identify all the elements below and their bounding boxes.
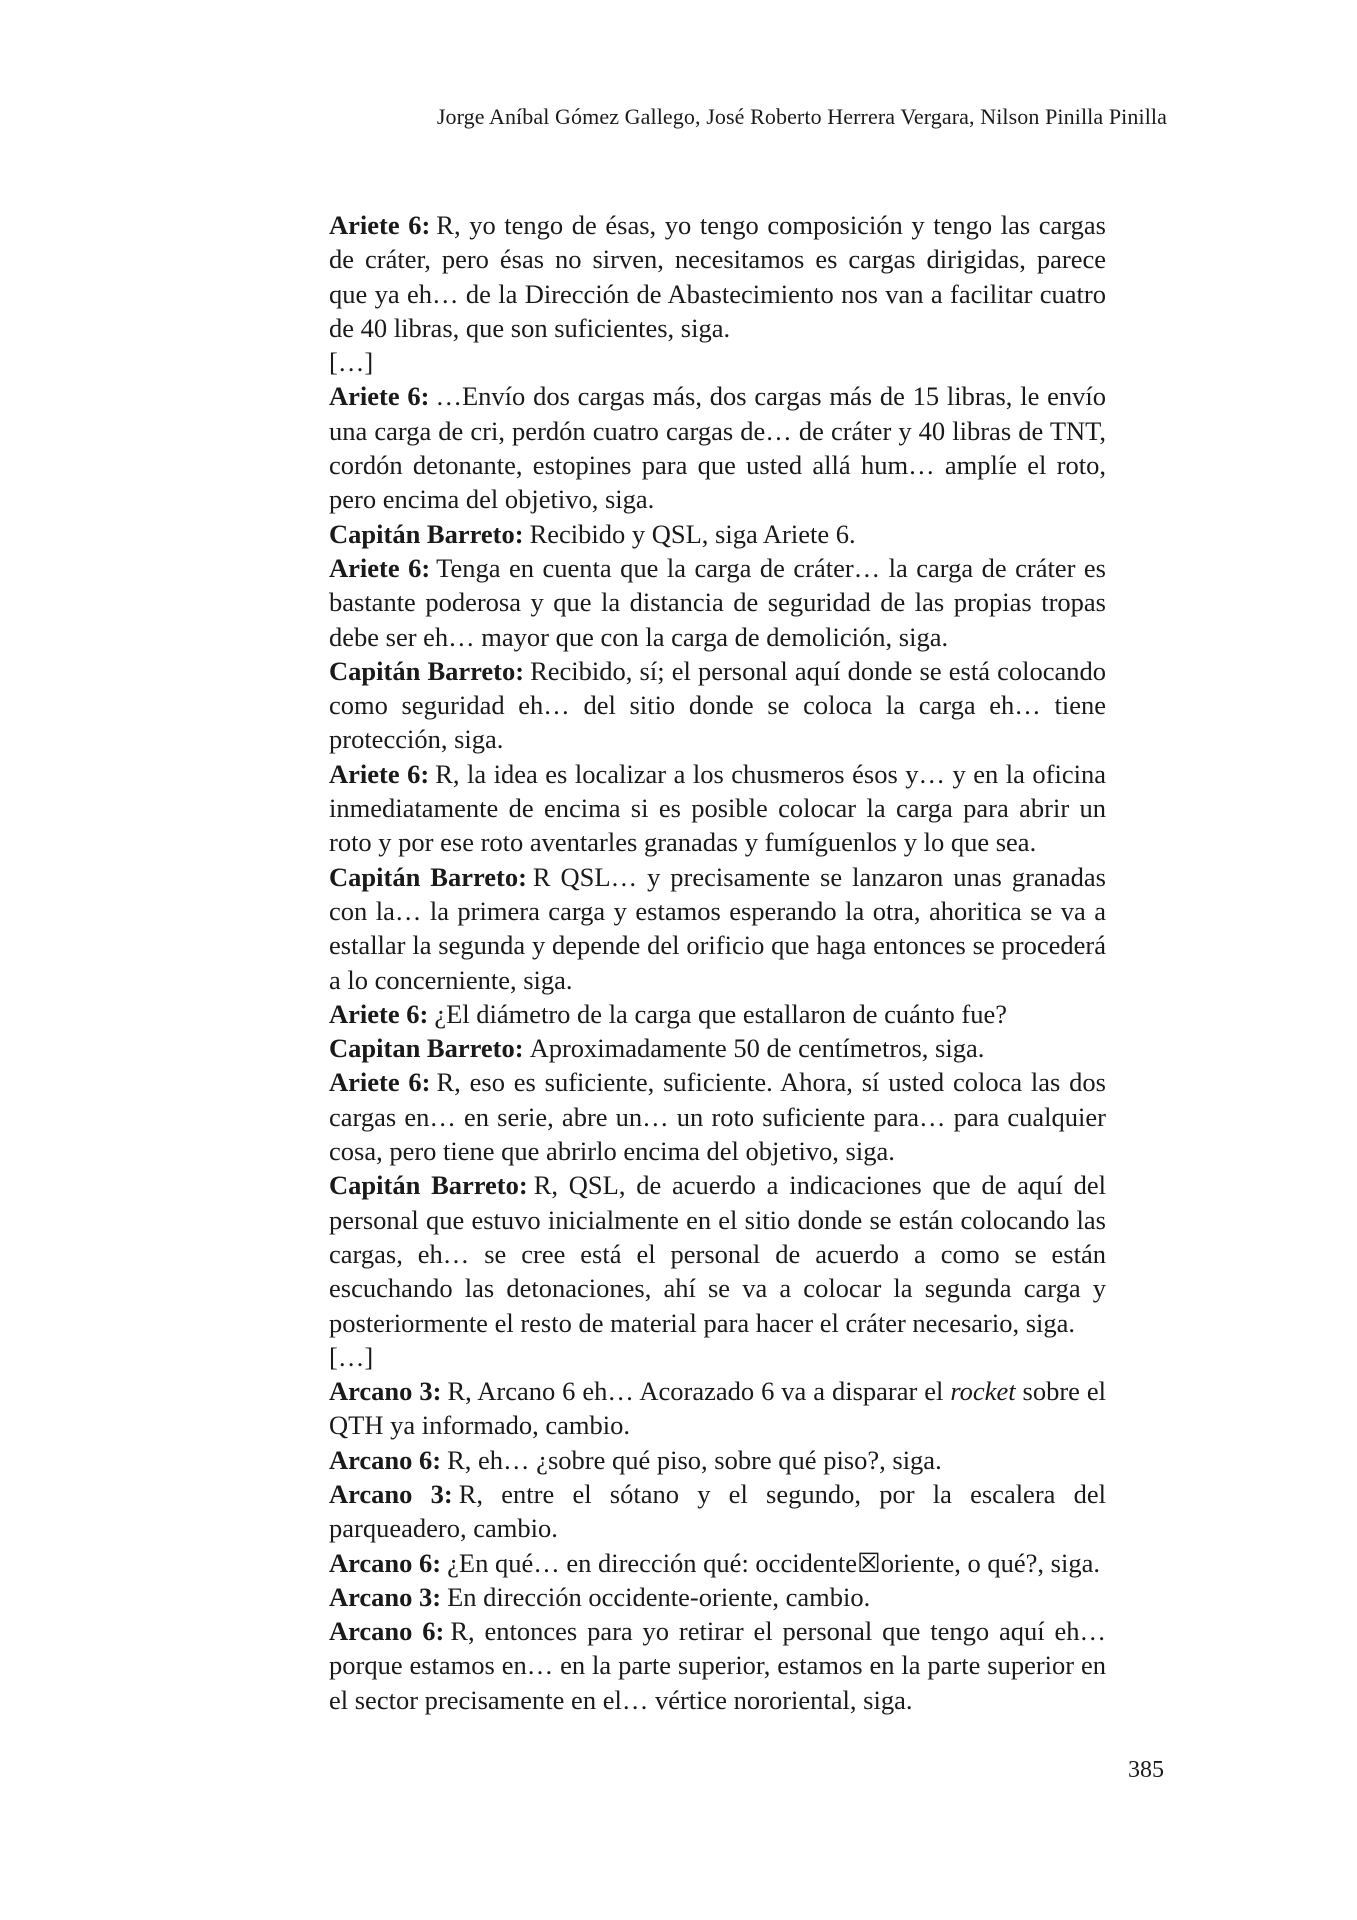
speech-text: R QSL… y precisamente se lanzaron unas granadas con la… la primera carga y estamos esperando la otra, ahoritica se va a estallar la segunda y depende del orificio que haga entonces se procederá a lo concerniente, siga.	[329, 861, 1106, 995]
dialogue-entry	[329, 997, 1106, 1031]
speaker-label: Ariete 6:	[329, 381, 430, 412]
dialogue-entry	[329, 654, 1106, 757]
elision-marker: […]	[329, 1341, 374, 1372]
speaker-label: Capitan Barreto:	[329, 1033, 524, 1064]
speaker-label: Ariete 6:	[329, 758, 430, 789]
speaker-label: Capitán Barreto:	[329, 655, 525, 686]
speaker-label: Arcano 6:	[329, 1547, 442, 1578]
dialogue-entry	[329, 757, 1106, 860]
speaker-label: Capitán Barreto:	[329, 861, 527, 892]
speaker-label: Arcano 6:	[329, 1616, 445, 1647]
speaker-label: Arcano 3:	[329, 1478, 453, 1509]
dialogue-entry	[329, 1374, 1106, 1443]
dialogue-entry	[329, 517, 1106, 551]
speaker-label: Ariete 6:	[329, 210, 431, 240]
speaker-label: Ariete 6:	[329, 1067, 431, 1098]
speaker-label: Arcano 3:	[329, 1376, 442, 1407]
speech-text: R, eso es suficiente, suficiente. Ahora, sí usted coloca las dos cargas en… en serie, abre un… un roto suficiente para… para cualquier cosa, pero tiene que abrirlo encima del objetivo, siga.	[329, 1067, 1106, 1167]
speaker-label: Arcano 3:	[329, 1581, 442, 1612]
dialogue-entry	[329, 379, 1106, 516]
dialogue-entry	[329, 551, 1106, 654]
speech-text: R, eh… ¿sobre qué piso, sobre qué piso?, siga.	[447, 1444, 942, 1475]
speaker-label: Arcano 6:	[329, 1444, 442, 1475]
speech-text: R, Arcano 6 eh… Acorazado 6 va a disparar el	[447, 1376, 951, 1407]
page-number: 385	[1128, 1757, 1164, 1783]
speaker-label: Ariete 6:	[329, 552, 431, 583]
speech-text: Recibido, sí; el personal aquí donde se está colocando como seguridad eh… del sitio donde se coloca la carga eh… tiene protección, siga.	[329, 655, 1106, 755]
italic-term: rocket	[950, 1376, 1016, 1407]
speaker-label: Capitán Barreto:	[329, 1170, 528, 1201]
speaker-label: Ariete 6:	[329, 998, 429, 1029]
running-header: Jorge Aníbal Gómez Gallego, José Roberto Herrera Vergara, Nilson Pinilla Pinilla	[436, 104, 1167, 129]
speech-text: R, la idea es localizar a los chusmeros ésos y… y en la oficina inmediatamente de encima si es posible colocar la carga para abrir un roto y por ese roto aventarles granadas y fumíguenlos y lo que sea.	[329, 758, 1107, 858]
dialogue-entry	[329, 1477, 1106, 1546]
speech-text: Tenga en cuenta que la carga de cráter… la carga de cráter es bastante poderosa y que la distancia de seguridad de las propias tropas debe ser eh… mayor que con la carga de demolición, siga.	[329, 552, 1106, 652]
dialogue-entry	[329, 1546, 1106, 1580]
dialogue-entry	[329, 860, 1106, 997]
dialogue-entry	[329, 1031, 1106, 1065]
speaker-label: Capitán Barreto:	[329, 518, 524, 549]
dialogue-entry	[329, 208, 1106, 345]
speech-text: R, entonces para yo retirar el personal que tengo aquí eh… porque estamos en… en la parte superior, estamos en la parte superior en el sector precisamente en el… vértice nororiental, siga.	[329, 1616, 1106, 1715]
elision-marker: […]	[329, 347, 374, 378]
speech-text: R, entre el sótano y el segundo, por la escalera del parqueadero, cambio.	[329, 1478, 1107, 1544]
speech-text: ¿El diámetro de la carga que estallaron de cuánto fue?	[434, 998, 1007, 1029]
speech-text: R, yo tengo de ésas, yo tengo composición y tengo las cargas de cráter, pero ésas no sirven, necesitamos es cargas dirigidas, parece que ya eh… de la Dirección de Abastecimiento nos van a facilitar cuatro de 40 libras, que son suficientes, siga.	[329, 210, 1106, 343]
speech-text: Recibido y QSL, siga Ariete 6.	[529, 518, 856, 549]
dialogue-entry	[329, 1580, 1106, 1614]
dialogue-entry	[329, 1065, 1106, 1168]
dialogue-entry	[329, 1168, 1106, 1339]
speech-text: R, QSL, de acuerdo a indicaciones que de aquí del personal que estuvo inicialmente en el sitio donde se están colocando las cargas, eh… se cree está el personal de acuerdo a como se están escuchando las detonaciones, ahí se va a colocar la segunda carga y posteriormente el resto de material para hacer el cráter necesario, siga.	[329, 1170, 1107, 1338]
body-text	[329, 208, 1106, 1717]
speech-text: Aproximadamente 50 de centímetros, siga.	[529, 1033, 985, 1064]
speech-text-continued: sobre el QTH ya informado, cambio.	[329, 1376, 1107, 1441]
dialogue-entry	[329, 1443, 1106, 1477]
speech-text: En dirección occidente-oriente, cambio.	[447, 1581, 871, 1612]
speech-text: …Envío dos cargas más, dos cargas más de 15 libras, le envío una carga de cri, perdón cuatro cargas de… de cráter y 40 libras de TNT, cordón detonante, estopines para que usted allá hum… amplíe el roto, pero encima del objetivo, siga.	[329, 381, 1107, 515]
speech-text: ¿En qué… en dirección qué: occidente☒oriente, o qué?, siga.	[447, 1547, 1100, 1578]
dialogue-entry	[329, 1614, 1106, 1717]
